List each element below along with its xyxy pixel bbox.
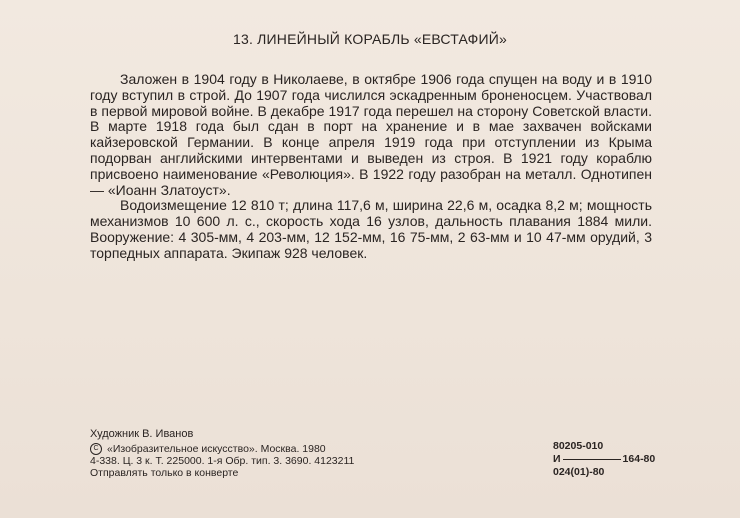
description-text xyxy=(90,72,652,262)
catalog-codes xyxy=(553,440,655,479)
envelope-note: Отправлять только в конверте xyxy=(90,467,239,480)
artist-credit: Художник В. Иванов xyxy=(90,428,194,440)
code-line-2 xyxy=(553,453,655,466)
code-suffix: 164-80 xyxy=(622,453,656,465)
print-details: 4-338. Ц. 3 к. Т. 225000. 1-я Обр. тип. 3. 3690. 4123211 xyxy=(90,455,355,468)
code-line-1: 80205-010 xyxy=(553,440,604,452)
history-paragraph: Заложен в 1904 году в Николаеве, в октябре 1906 года спущен на воду и в 1910 году вступил в строй. До 1907 года числился эскадренным броненосцем. Участвовал в первой мировой войне. В декабре 1917 года перешел на сторону Советской власти. В марте 1918 года был сдан в порт на хранение и в мае захвачен войсками кайзеровской Германии. В конце апреля 1919 года при отступлении из Крыма подорван английскими интервентами и выведен из строя. В 1921 году кораблю присвоено наименование «Революция». В 1922 году разобран на металл. Однотипен — «Иоанн Златоуст». xyxy=(90,71,652,198)
code-line-3: 024(01)-80 xyxy=(553,466,605,478)
imprint-block xyxy=(90,443,354,479)
publisher-text: «Изобразительное искусство». Москва. 1980 xyxy=(107,443,326,455)
code-rule xyxy=(563,459,621,460)
code-prefix: И xyxy=(553,453,561,465)
publisher-line xyxy=(90,443,354,455)
page-title: 13. ЛИНЕЙНЫЙ КОРАБЛЬ «ЕВСТАФИЙ» xyxy=(232,31,507,47)
specs-paragraph: Водоизмещение 12 810 т; длина 117,6 м, ширина 22,6 м, осадка 8,2 м; мощность механизмов 10 600 л. с., скорость хода 16 узлов, дальность плавания 1884 мили. Вооружение: 4 305-мм, 4 203-мм, 12 152-мм, 16 75-мм, 2 63-мм и 10 47-мм орудий, 3 торпедных аппарата. Экипаж 928 человек. xyxy=(90,197,652,261)
copyright-icon: C xyxy=(90,443,102,455)
